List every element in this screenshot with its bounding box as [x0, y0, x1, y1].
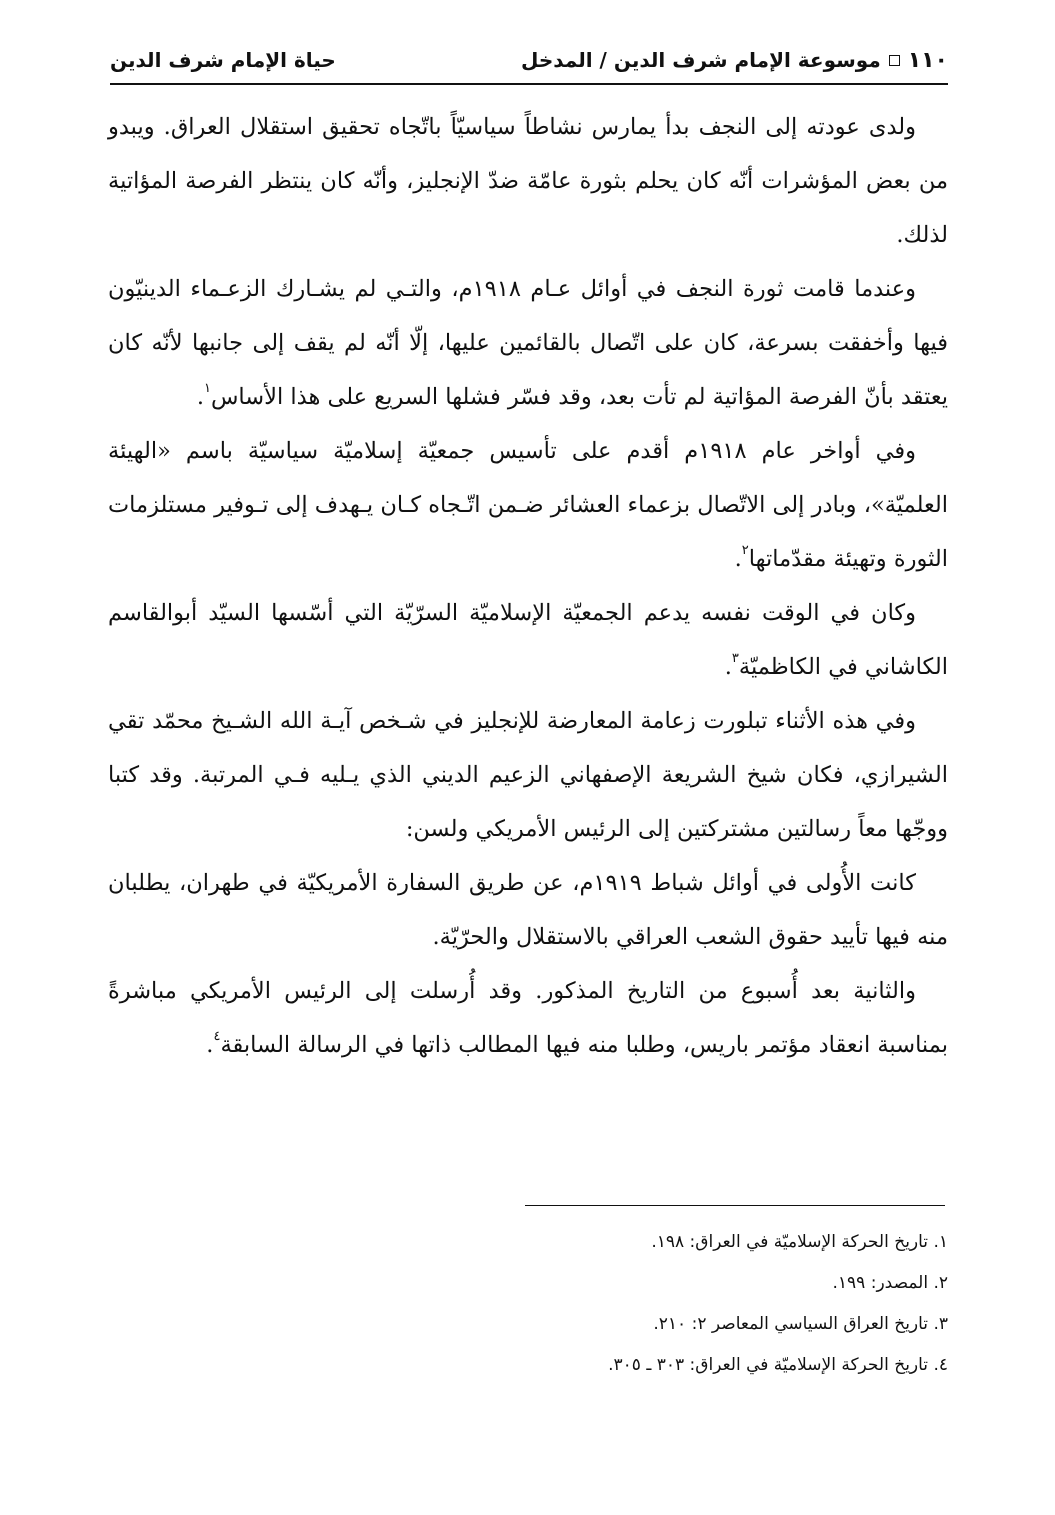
paragraph: وكان في الوقت نفسه يدعم الجمعيّة الإسلاميّة السرّيّة التي أسّسها السيّد أبوالقاسم الكاشاني في الكاظميّة$^٣$.	[108, 600, 948, 680]
footnote-ref[interactable]: ٢	[741, 543, 749, 558]
running-header	[110, 40, 948, 80]
book-title: موسوعة الإمام شرف الدين / المدخل	[521, 48, 881, 72]
chapter-title: حياة الإمام شرف الدين	[110, 48, 336, 72]
footnote-separator	[525, 1205, 945, 1206]
square-ornament-icon	[889, 55, 900, 66]
footnote-ref[interactable]: ٤	[213, 1029, 221, 1044]
footnote-item: ٤. تاريخ الحركة الإسلاميّة في العراق: ٣٠٣ ـ ٣٠٥.	[608, 1355, 948, 1375]
footnote-ref[interactable]: ٣	[731, 651, 739, 666]
footnote-item: ٢. المصدر: ١٩٩.	[832, 1273, 948, 1293]
paragraph: كانت الأُولى في أوائل شباط ١٩١٩م، عن طريق السفارة الأمريكيّة في طهران، يطلبان منه فيها تأييد حقوق الشعب العراقي بالاستقلال والحرّيّة.	[108, 870, 948, 950]
paragraph: وعندما قامت ثورة النجف في أوائل عـام ١٩١٨م، والتـي لم يشـارك الزعـماء الدينيّون فيها وأخفقت بسرعة، كان على اتّصال بالقائمين عليها، إلّا أنّه لم يقف إلى جانبها لأنّه كان يعتقد بأنّ الفرصة المؤاتية لم تأت بعد، وقد فسّر فشلها السريع على هذا الأساس$^١$.	[108, 276, 948, 410]
footnote-item: ١. تاريخ الحركة الإسلاميّة في العراق: ١٩٨.	[651, 1232, 948, 1252]
paragraph: ولدى عودته إلى النجف بدأ يمارس نشاطاً سياسيّاً باتّجاه تحقيق استقلال العراق. ويبدو من بعض المؤشرات أنّه كان يحلم بثورة عامّة ضدّ الإنجليز، وأنّه كان ينتظر الفرصة المؤاتية لذلك.	[108, 114, 948, 248]
page-number: ١١٠	[907, 47, 948, 73]
footnote-item: ٣. تاريخ العراق السياسي المعاصر ٢: ٢١٠.	[653, 1314, 948, 1334]
header-right	[521, 48, 948, 73]
header-rule	[110, 83, 948, 85]
footnotes	[300, 1222, 948, 1386]
main-text	[108, 100, 948, 1072]
paragraph: وفي هذه الأثناء تبلورت زعامة المعارضة للإنجليز في شـخص آيـة الله الشـيخ محمّد تقي الشيرازي، فكان شيخ الشريعة الإصفهاني الزعيم الديني الذي يـليه فـي المرتبة. وقد كتبا ووجّها معاً رسالتين مشتركتين إلى الرئيس الأمريكي ولسن:	[108, 708, 948, 842]
paragraph: والثانية بعد أُسبوع من التاريخ المذكور. وقد أُرسلت إلى الرئيس الأمريكي مباشرةً بمناسبة انعقاد مؤتمر باريس، وطلبا منه فيها المطالب ذاتها في الرسالة السابقة$^٤$.	[108, 978, 948, 1058]
paragraph: وفي أواخر عام ١٩١٨م أقدم على تأسيس جمعيّة إسلاميّة سياسيّة باسم «الهيئة العلميّة»، وبادر إلى الاتّصال بزعماء العشائر ضـمن اتّـجاه كـان يـهدف إلى تـوفير مستلزمات الثورة وتهيئة مقدّماتها$^٢$.	[108, 438, 948, 572]
footnote-ref[interactable]: ١	[203, 381, 211, 396]
